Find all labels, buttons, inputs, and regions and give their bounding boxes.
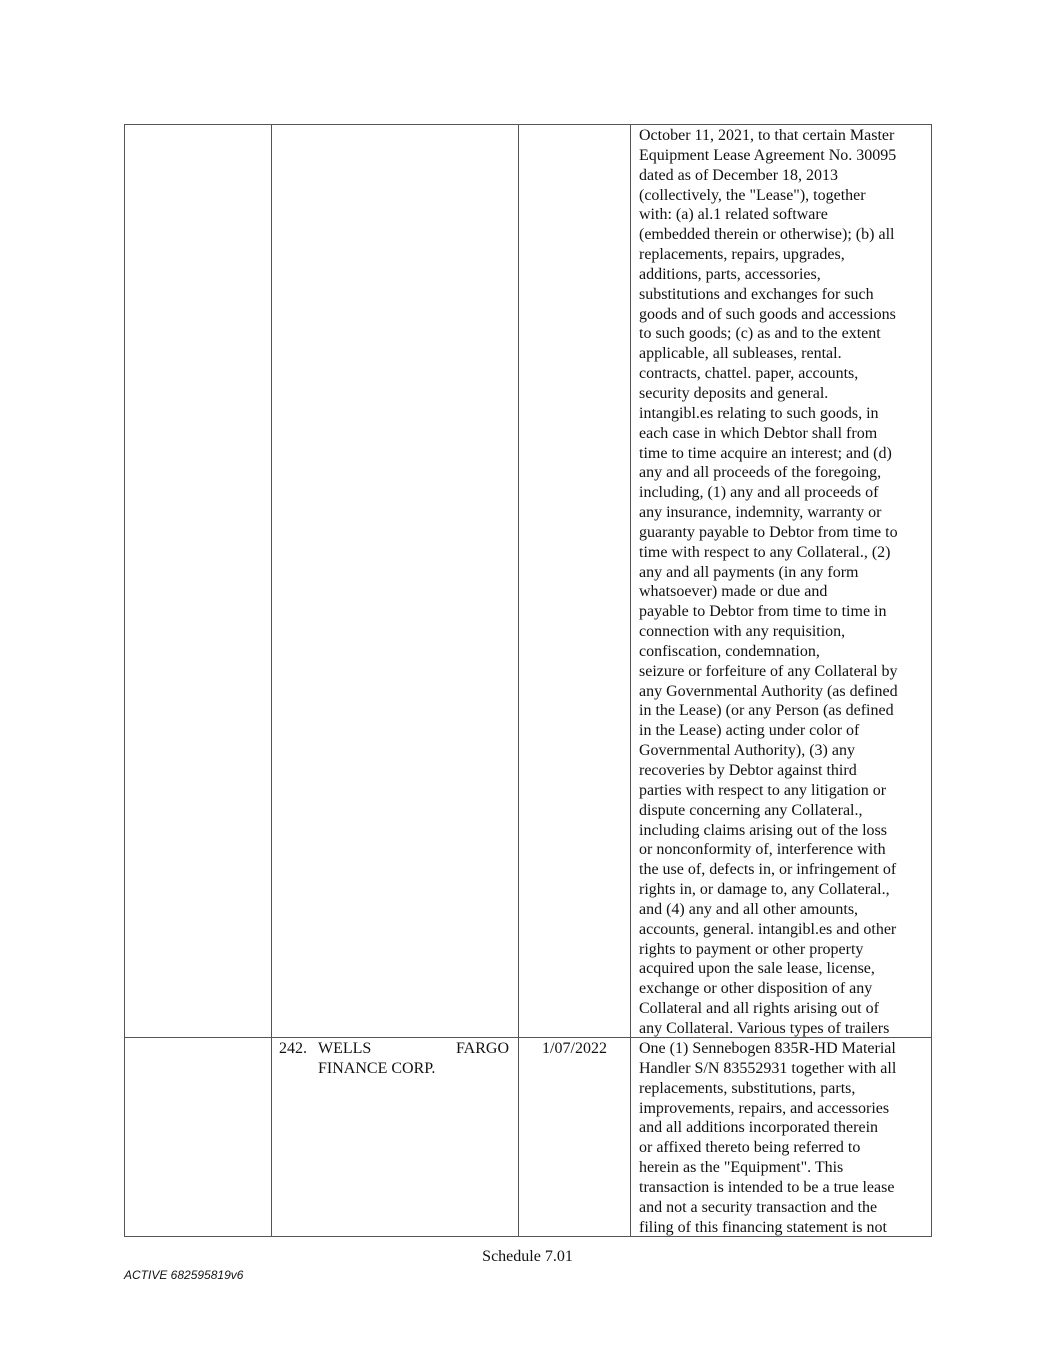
description-line: intangibl.es relating to such goods, in bbox=[639, 404, 879, 422]
description-line: improvements, repairs, and accessories bbox=[639, 1099, 890, 1117]
description-line: Collateral and all rights arising out of bbox=[639, 1000, 879, 1018]
description-line: dated as of December 18, 2013 bbox=[639, 166, 839, 184]
party-name-line2: FINANCE CORP. bbox=[318, 1059, 436, 1077]
description-line: dispute concerning any Collateral., bbox=[639, 801, 863, 819]
description-line: to such goods; (c) as and to the extent bbox=[639, 325, 881, 343]
description-line: rights to payment or other property bbox=[639, 940, 864, 958]
description-line: Governmental Authority), (3) any bbox=[639, 742, 855, 760]
description-line: any Collateral. Various types of trailers bbox=[639, 1019, 890, 1037]
description-line: applicable, all subleases, rental. bbox=[639, 345, 842, 363]
description-line: any Governmental Authority (as defined bbox=[639, 682, 898, 700]
description-line: October 11, 2021, to that certain Master bbox=[639, 127, 895, 144]
description-line: any insurance, indemnity, warranty or bbox=[639, 504, 882, 522]
column-divider bbox=[630, 125, 631, 1037]
column-divider bbox=[271, 125, 272, 1037]
description-line: or affixed thereto being referred to bbox=[639, 1139, 861, 1157]
description-line: confiscation, condemnation, bbox=[639, 642, 820, 660]
description-line: transaction is intended to be a true lease bbox=[639, 1178, 895, 1196]
description-line: herein as the "Equipment". This bbox=[639, 1159, 844, 1177]
column-divider bbox=[518, 125, 519, 1037]
description-line: any and all proceeds of the foregoing, bbox=[639, 464, 882, 482]
description-line: (embedded therein or otherwise); (b) all bbox=[639, 226, 895, 244]
description-line: goods and of such goods and accessions bbox=[639, 305, 896, 323]
item-number: 242. bbox=[279, 1040, 307, 1057]
description-line: acquired upon the sale lease, license, bbox=[639, 960, 875, 978]
description-line: substitutions and exchanges for such bbox=[639, 285, 874, 303]
column-divider bbox=[630, 1038, 631, 1236]
page-footer-schedule: Schedule 7.01 bbox=[482, 1248, 573, 1265]
column-divider bbox=[518, 1038, 519, 1236]
description-line: with: (a) al.1 related software bbox=[639, 206, 828, 224]
description-line: including claims arising out of the loss bbox=[639, 821, 887, 839]
description-line: exchange or other disposition of any bbox=[639, 980, 873, 998]
schedule-table bbox=[124, 124, 932, 1237]
description-line: any and all payments (in any form bbox=[639, 563, 859, 581]
description-line: whatsoever) made or due and bbox=[639, 583, 828, 601]
description-line: the use of, defects in, or infringement of bbox=[639, 861, 897, 879]
description-line: Equipment Lease Agreement No. 30095 bbox=[639, 146, 897, 164]
description-line: (collectively, the "Lease"), together bbox=[639, 186, 866, 204]
collateral-description bbox=[639, 126, 929, 1039]
description-line: replacements, repairs, upgrades, bbox=[639, 246, 845, 264]
description-line: replacements, substitutions, parts, bbox=[639, 1079, 856, 1097]
description-line: time to time acquire an interest; and (d) bbox=[639, 444, 892, 462]
description-line: additions, parts, accessories, bbox=[639, 265, 821, 283]
table-row bbox=[125, 1037, 931, 1236]
column-divider bbox=[271, 1038, 272, 1236]
description-line: connection with any requisition, bbox=[639, 623, 846, 641]
description-line: rights in, or damage to, any Collateral., bbox=[639, 881, 890, 899]
description-line: filing of this financing statement is not bbox=[639, 1218, 887, 1236]
description-line: One (1) Sennebogen 835R-HD Material bbox=[639, 1040, 896, 1057]
collateral-description bbox=[639, 1039, 929, 1237]
description-line: or nonconformity of, interference with bbox=[639, 841, 886, 859]
description-line: guaranty payable to Debtor from time to bbox=[639, 523, 898, 541]
description-line: payable to Debtor from time to time in bbox=[639, 603, 887, 621]
description-line: security deposits and general. bbox=[639, 384, 829, 402]
document-id: ACTIVE 682595819v6 bbox=[124, 1268, 244, 1282]
description-line: seizure or forfeiture of any Collateral by bbox=[639, 662, 898, 680]
description-line: accounts, general. intangibl.es and other bbox=[639, 920, 897, 938]
description-line: and (4) any and all other amounts, bbox=[639, 900, 859, 918]
filing-date: 1/07/2022 bbox=[542, 1040, 607, 1057]
description-line: Handler S/N 83552931 together with all bbox=[639, 1059, 897, 1077]
description-line: recoveries by Debtor against third bbox=[639, 762, 857, 779]
description-line: including, (1) any and all proceeds of bbox=[639, 484, 879, 502]
description-line: contracts, chattel. paper, accounts, bbox=[639, 365, 859, 383]
description-line: in the Lease) acting under color of bbox=[639, 722, 860, 740]
description-line: in the Lease) (or any Person (as defined bbox=[639, 702, 894, 720]
description-line: and all additions incorporated therein bbox=[639, 1119, 879, 1137]
description-line: parties with respect to any litigation or bbox=[639, 781, 887, 799]
party-name-word: FARGO bbox=[455, 1040, 509, 1057]
description-line: each case in which Debtor shall from bbox=[639, 424, 878, 442]
party-name-word: WELLS bbox=[318, 1040, 372, 1057]
table-row bbox=[125, 125, 931, 1037]
description-line: time with respect to any Collateral., (2) bbox=[639, 543, 891, 561]
description-line: and not a security transaction and the bbox=[639, 1198, 878, 1216]
